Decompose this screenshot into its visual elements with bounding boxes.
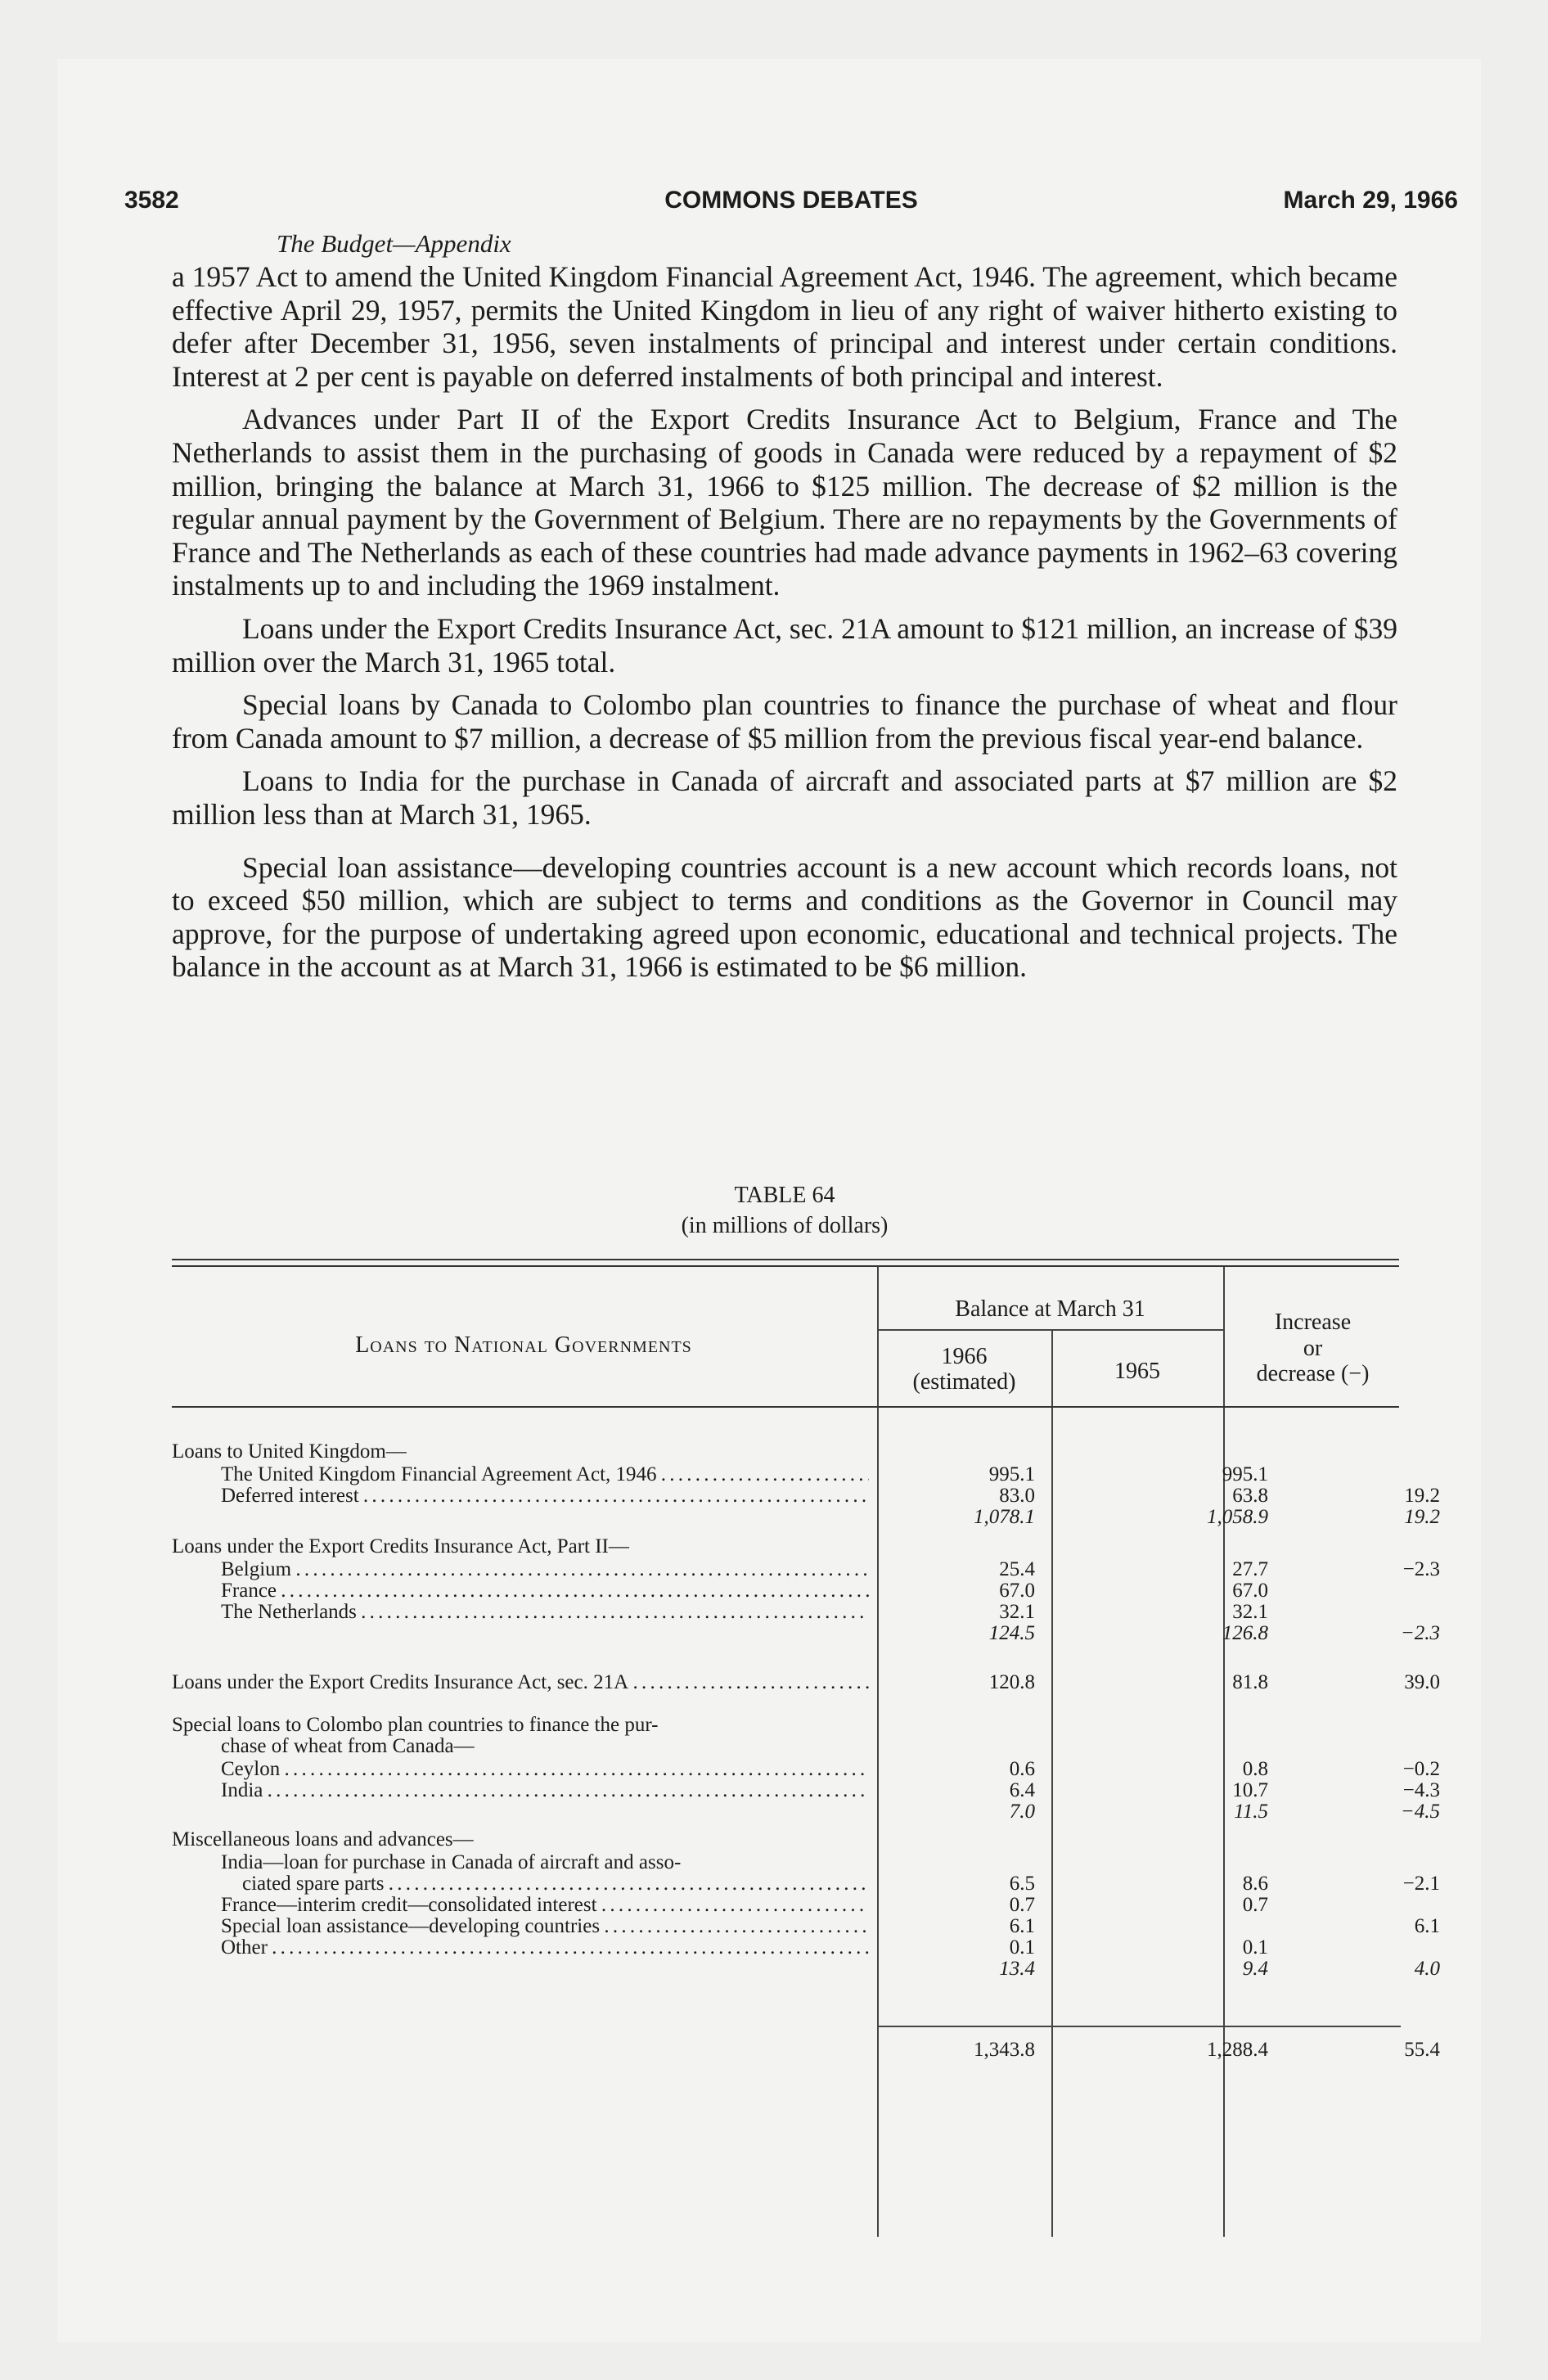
table-row [0,1851,1548,1874]
row-label: Loans under the Export Credits Insurance Act, Part II— [172,1535,629,1557]
row-label: India . . . [221,1779,869,1802]
value-1965: 10.7 [1232,1779,1268,1801]
value-1966: 6.4 [1009,1779,1035,1801]
value-1966: 83.0 [999,1485,1035,1507]
row-label: Deferred interest . . . [221,1485,869,1508]
value-1965: 67.0 [1232,1580,1268,1602]
row-label: Loans to United Kingdom— [172,1440,407,1463]
value-change: 4.0 [1414,1958,1440,1980]
table-row [0,1735,1548,1758]
table-subcaption: (in millions of dollars) [681,1213,889,1238]
row-label: Belgium . . . [221,1558,869,1581]
value-1966: 13.4 [999,1958,1035,1980]
table-row [0,1580,1548,1602]
value-1966: 6.1 [1009,1915,1035,1937]
table-row [0,1828,1548,1851]
value-1965: 0.8 [1242,1758,1268,1780]
subtotal-row [0,1958,1548,1981]
body-text [172,260,1397,994]
value-1966: 120.8 [988,1671,1035,1693]
total-change: 55.4 [1404,2039,1440,2061]
value-1965: 27.7 [1232,1558,1268,1580]
value-1965: 8.6 [1242,1873,1268,1895]
subtotal-row [0,1801,1548,1823]
paragraph: Loans under the Export Credits Insurance Act, sec. 21A amount to $121 million, an increase of $39 million over the March 31, 1965 total. [172,611,1397,678]
table-top-rule [172,1259,1399,1260]
publication-title: COMMONS DEBATES [664,187,918,214]
balance-header: Balance at March 31 [955,1296,1145,1322]
total-rule [877,2026,1401,2027]
table-caption: TABLE 64 [734,1183,835,1208]
table-row [0,1779,1548,1802]
header-bottom-rule [172,1406,1399,1408]
change-header-line2: or [1303,1336,1323,1361]
table-row [0,1535,1548,1558]
value-change: −2.3 [1400,1622,1440,1644]
paragraph: Special loans by Canada to Colombo plan countries to finance the purchase of wheat and flour from Canada amount to $7 million, a decrease of $5 million from the previous fiscal year-end balance. [172,688,1397,755]
table-row [0,1485,1548,1508]
value-1965: 995.1 [1222,1463,1268,1485]
value-change: −0.2 [1402,1758,1440,1780]
value-1966: 1,078.1 [974,1506,1035,1528]
row-label: Loans under the Export Credits Insurance Act, sec. 21A . . . [172,1671,869,1694]
table-row [0,1558,1548,1581]
table-row [0,1873,1548,1895]
col-1966-header: 1966 [941,1344,988,1369]
total-1965: 1,288.4 [1207,2039,1268,2061]
value-change: −2.1 [1402,1873,1440,1895]
value-1965: 11.5 [1234,1801,1268,1823]
page-number: 3582 [124,187,179,214]
value-1966: 995.1 [988,1463,1035,1485]
value-1966: 6.5 [1009,1873,1035,1895]
change-header-line3: decrease (−) [1256,1361,1370,1386]
table-row [0,1758,1548,1781]
row-label: Special loans to Colombo plan countries to finance the pur- [172,1714,659,1736]
table-top-rule [172,1265,1399,1267]
table-stub-header: Loans to National Governments [355,1332,692,1358]
col-1965-header: 1965 [1114,1359,1160,1384]
table-row [0,1894,1548,1917]
value-change: 39.0 [1404,1671,1440,1693]
row-label: Miscellaneous loans and advances— [172,1828,474,1850]
subtotal-row [0,1622,1548,1645]
running-head [124,187,1458,219]
value-change: −2.3 [1402,1558,1440,1580]
header-rule [877,1329,1223,1331]
row-label: India—loan for purchase in Canada of aircraft and asso- [221,1851,682,1873]
value-1966: 0.6 [1009,1758,1035,1780]
value-change: −4.3 [1402,1779,1440,1801]
value-1966: 7.0 [1009,1801,1035,1823]
value-1965: 126.8 [1222,1622,1268,1644]
publication-date: March 29, 1966 [1283,187,1458,214]
row-label: Ceylon . . . [221,1758,869,1781]
value-1965: 63.8 [1232,1485,1268,1507]
row-label: The Netherlands . . . [221,1601,869,1624]
value-1966: 32.1 [999,1601,1035,1623]
value-1965: 0.7 [1242,1894,1268,1916]
value-change: 19.2 [1404,1506,1440,1528]
row-label: chase of wheat from Canada— [221,1735,475,1757]
paragraph: a 1957 Act to amend the United Kingdom Financial Agreement Act, 1946. The agreement, which became effective April 29, 1957, permits the United Kingdom in lieu of any right of waiver hitherto existing to defer after December 31, 1956, seven instalments of principal and interest under certain conditions. Interest at 2 per cent is payable on deferred instalments of both principal and interest. [172,260,1397,393]
table-row [0,1915,1548,1938]
table-row [0,1463,1548,1486]
table-row [0,1936,1548,1959]
table-total-row [0,2039,1548,2062]
value-change: −4.5 [1400,1801,1440,1823]
value-1966: 0.1 [1009,1936,1035,1959]
value-1965: 1,058.9 [1207,1506,1268,1528]
row-label: Special loan assistance—developing countries . . . [221,1915,869,1938]
table-row [0,1601,1548,1624]
paragraph: Loans to India for the purchase in Canada of aircraft and associated parts at $7 million are $2 million less than at March 31, 1965. [172,764,1397,831]
change-header-line1: Increase [1274,1309,1352,1335]
paragraph: Special loan assistance—developing countries account is a new account which records loans, not to exceed $50 million, which are subject to terms and conditions as the Governor in Council may approve, for the purpose of undertaking agreed upon economic, educational and technical projects. The balance in the account as at March 31, 1966 is estimated to be $6 million. [172,850,1397,984]
value-1965: 9.4 [1242,1958,1268,1980]
value-change: 19.2 [1404,1485,1440,1507]
value-1965: 81.8 [1232,1671,1268,1693]
value-1965: 0.1 [1242,1936,1268,1959]
value-1966: 124.5 [988,1622,1035,1644]
row-label: France . . . [221,1580,869,1602]
paragraph: Advances under Part II of the Export Credits Insurance Act to Belgium, France and The Netherlands to assist them in the purchasing of goods in Canada were reduced by a repayment of $2 million, bringing the balance at March 31, 1966 to $125 million. The decrease of $2 million is the regular annual payment by the Government of Belgium. There are no repayments by the Governments of France and The Netherlands as each of these countries had made advance payments in 1962–63 covering instalments up to and including the 1969 instalment. [172,403,1397,602]
value-1965: 32.1 [1232,1601,1268,1623]
row-label: ciated spare parts . . . [242,1873,869,1895]
value-1966: 0.7 [1009,1894,1035,1916]
table-row [0,1440,1548,1463]
row-label: The United Kingdom Financial Agreement Act, 1946 . . . [221,1463,869,1486]
section-heading: The Budget—Appendix [277,229,511,258]
value-1966: 67.0 [999,1580,1035,1602]
total-1966: 1,343.8 [974,2039,1035,2061]
row-label: Other . . . [221,1936,869,1959]
col-1966-note: (estimated) [912,1369,1016,1395]
value-change: 6.1 [1414,1915,1440,1937]
subtotal-row [0,1506,1548,1529]
row-label: France—interim credit—consolidated interest . . . [221,1894,869,1917]
table-row [0,1671,1548,1694]
table-row [0,1714,1548,1737]
value-1966: 25.4 [999,1558,1035,1580]
